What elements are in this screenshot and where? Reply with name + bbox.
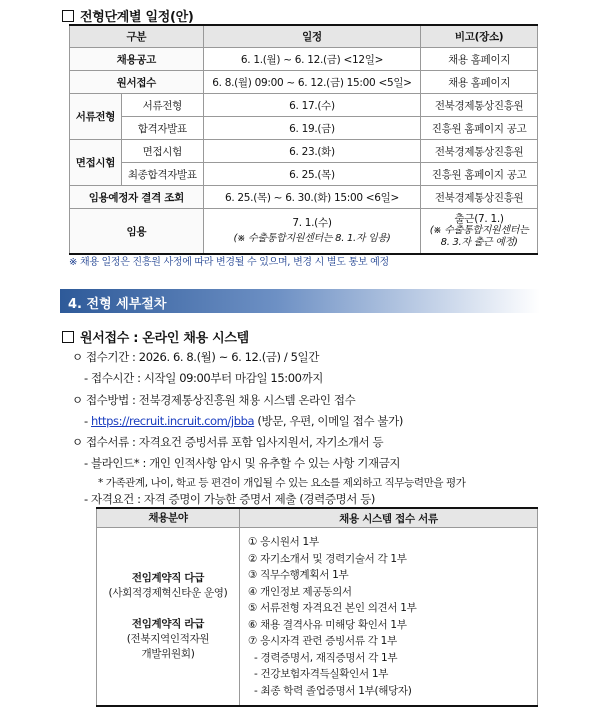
table-row <box>70 186 538 209</box>
header-note: 비고(장소) <box>421 25 538 48</box>
schedule-table <box>69 24 538 255</box>
checkbox-square-icon <box>62 331 74 343</box>
row-date-note: (※ 수출통합지원센터는 8. 1.자 임용) <box>233 233 391 244</box>
row-date: 6. 23.(화) <box>203 140 421 163</box>
table-row <box>70 71 538 94</box>
row-date: 7. 1.(수) <box>292 217 332 229</box>
documents-header-row <box>97 508 538 528</box>
table-row <box>97 528 538 707</box>
row-label: 채용공고 <box>70 48 204 71</box>
group-label-interview: 면접시험 <box>70 140 122 186</box>
field-sub-2a: (전북지역인적자원 <box>126 633 210 645</box>
list-item: ③ 직무수행계획서 1부 <box>248 569 349 581</box>
field-sub-1: (사회적경제혁신타운 운영) <box>108 587 228 599</box>
table-row <box>70 140 538 163</box>
list-item: - 건강보험자격득실확인서 1부 <box>254 668 389 680</box>
documents-list <box>240 528 538 707</box>
line-documents: ㅇ 접수서류 : 자격요건 증빙서류 포함 입사지원서, 자기소개서 등 <box>72 435 384 449</box>
line-time: - 접수시간 : 시작일 09:00부터 마감일 15:00까지 <box>84 371 323 385</box>
line-link-rest: (방문, 우편, 이메일 접수 불가) <box>254 414 403 428</box>
group-label-document: 서류전형 <box>70 94 122 140</box>
list-item: - 경력증명서, 재직증명서 각 1부 <box>254 651 398 664</box>
row-sublabel: 합격자발표 <box>121 117 203 140</box>
row-note: 채용 홈페이지 <box>421 48 538 71</box>
row-date: 6. 8.(월) 09:00 ~ 6. 12.(금) 15:00 <5일> <box>203 71 421 94</box>
row-note: 전북경제통상진흥원 <box>421 186 538 209</box>
row-sublabel: 서류전형 <box>121 94 203 117</box>
row-date-cell <box>203 209 421 255</box>
row-note-sub1: (※ 수출통합지원센터는 <box>429 225 529 236</box>
row-sublabel: 면접시험 <box>121 140 203 163</box>
schedule-note: ※ 채용 일정은 진흥원 사정에 따라 변경될 수 있으며, 변경 시 별도 통보 예정 <box>69 257 389 268</box>
list-item: ⑦ 응시자격 관련 증빙서류 각 1부 <box>248 635 397 647</box>
header-category: 구분 <box>70 25 204 48</box>
documents-table <box>96 507 538 707</box>
application-section-title <box>62 327 249 346</box>
line-blind: - 블라인드* : 개인 인적사항 암시 및 유추할 수 있는 사항 기재금지 <box>84 456 401 470</box>
header-schedule: 일정 <box>203 25 421 48</box>
row-label: 임용예정자 결격 조회 <box>70 186 204 209</box>
row-date: 6. 17.(수) <box>203 94 421 117</box>
row-note-sub2: 8. 3.자 출근 예정) <box>440 237 518 248</box>
line-method: ㅇ 접수방법 : 전북경제통상진흥원 채용 시스템 온라인 접수 <box>72 393 356 407</box>
row-note: 전북경제통상진흥원 <box>421 94 538 117</box>
field-title-2: 전임계약직 라급 <box>131 618 205 630</box>
line-period: ㅇ 접수기간 : 2026. 6. 8.(월) ~ 6. 12.(금) / 5일간 <box>72 350 319 364</box>
row-note: 출근(7. 1.) <box>454 213 504 225</box>
section-banner <box>60 289 540 313</box>
header-field: 채용분야 <box>97 508 240 528</box>
row-label: 원서접수 <box>70 71 204 94</box>
line-blind-note: * 가족관계, 나이, 학교 등 편견이 개입될 수 있는 요소를 제외하고 직무능력만을 평가 <box>98 477 466 489</box>
row-note: 진흥원 홈페이지 공고 <box>421 117 538 140</box>
table-row <box>70 209 538 255</box>
list-item: ⑤ 서류전형 자격요건 본인 의견서 1부 <box>248 602 417 614</box>
schedule-section-title <box>62 6 194 25</box>
row-date: 6. 1.(월) ~ 6. 12.(금) <12일> <box>203 48 421 71</box>
field-title-1: 전임계약직 다급 <box>131 572 205 584</box>
row-note-cell <box>421 209 538 255</box>
row-note: 채용 홈페이지 <box>421 71 538 94</box>
schedule-title-text: 전형단계별 일정(안) <box>80 10 194 25</box>
row-note: 전북경제통상진흥원 <box>421 140 538 163</box>
header-documents: 채용 시스템 접수 서류 <box>240 508 538 528</box>
table-row <box>70 94 538 117</box>
row-sublabel: 최종합격자발표 <box>121 163 203 186</box>
line-qualification: - 자격요건 : 자격 증명이 가능한 증명서 제출 (경력증명서 등) <box>84 492 376 506</box>
schedule-header-row <box>70 25 538 48</box>
line-link-row: - https://recruit.incruit.com/jbba (방문, 우편, 이메일 접수 불가) <box>84 414 403 428</box>
row-date: 6. 25.(목) ~ 6. 30.(화) 15:00 <6일> <box>203 186 421 209</box>
recruit-link[interactable]: https://recruit.incruit.com/jbba <box>91 414 255 428</box>
table-row <box>70 117 538 140</box>
list-item: ⑥ 채용 결격사유 미해당 확인서 1부 <box>248 618 407 631</box>
row-note: 진흥원 홈페이지 공고 <box>421 163 538 186</box>
row-date: 6. 19.(금) <box>203 117 421 140</box>
row-label: 임용 <box>70 209 204 255</box>
list-item: ② 자기소개서 및 경력기술서 각 1부 <box>248 552 407 565</box>
application-title-text: 원서접수 : 온라인 채용 시스템 <box>80 331 249 346</box>
list-item: ④ 개인정보 제공동의서 <box>248 585 352 598</box>
field-sub-2b: 개발위원회) <box>141 648 195 660</box>
table-row <box>70 48 538 71</box>
field-cell <box>97 528 240 707</box>
list-item: ① 응시원서 1부 <box>248 536 319 548</box>
checkbox-square-icon <box>62 10 74 22</box>
section-banner-title: 4. 전형 세부절차 <box>68 297 167 312</box>
table-row <box>70 163 538 186</box>
list-item: - 최종 학력 졸업증명서 1부(해당자) <box>254 684 412 697</box>
row-date: 6. 25.(목) <box>203 163 421 186</box>
